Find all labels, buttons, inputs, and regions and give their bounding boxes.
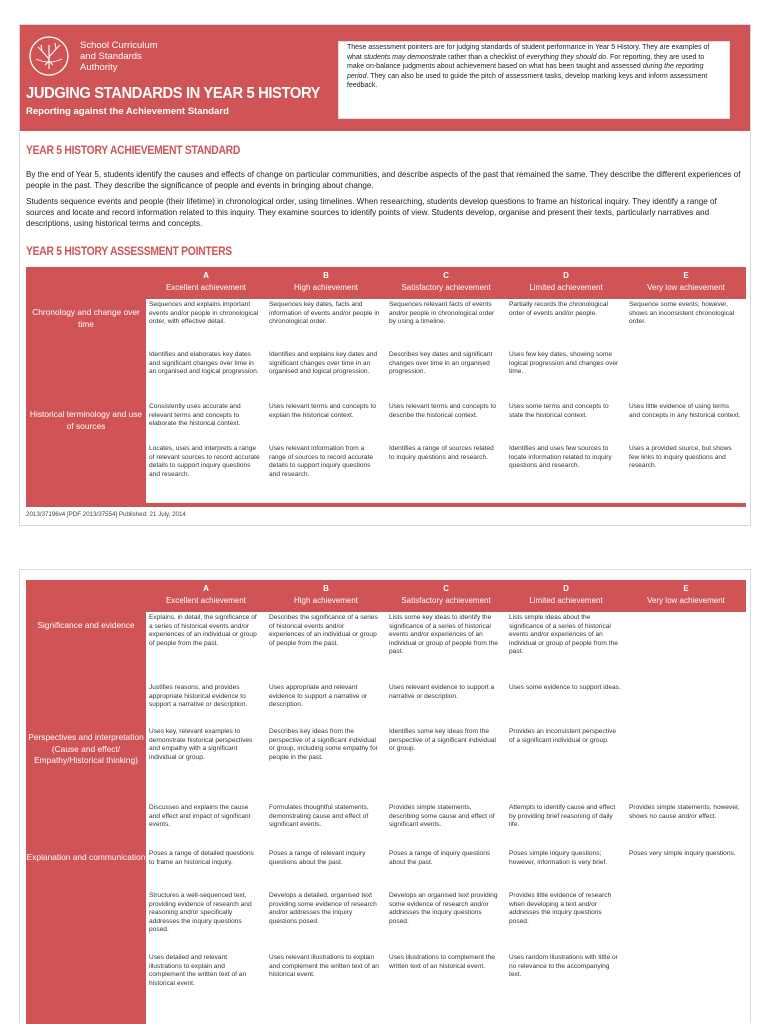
page-one [19, 24, 751, 526]
rubric-cell: Partially records the chronological order of events and/or people. [509, 301, 608, 317]
rubric-cell: Uses relevant terms and concepts to explain the historical context. [269, 403, 377, 419]
assessment-pointers-heading: YEAR 5 HISTORY ASSESSMENT POINTERS [26, 246, 232, 258]
row-label: Chronology and change over time [32, 307, 140, 329]
rubric-cell: Uses a provided source, but shows few links to inquiry questions and research. [629, 445, 732, 470]
rubric-cell: Uses relevant evidence to support a narrative or description. [389, 684, 495, 700]
rubric-cell: Poses a range of inquiry questions about the past. [389, 850, 491, 866]
rubric-cell: Poses a range of detailed questions to frame an historical inquiry. [149, 850, 254, 866]
rubric-cell: Uses random illustrations with little or no relevance to the accompanying text. [509, 954, 618, 979]
column-letter: B [323, 271, 329, 280]
column-letter: A [203, 584, 209, 593]
rubric-cell: Locates, uses and interprets a range of relevant sources to record accurate details to support inquiry questions and research. [149, 445, 260, 478]
rubric-cell: Sequences and explains important events and/or people in chronological order, with effective detail. [149, 301, 259, 326]
intro-text: rather than a checklist of [446, 53, 527, 61]
org-line: School Curriculum [80, 40, 158, 51]
rubric-table [26, 267, 746, 507]
column-name: Satisfactory achievement [401, 283, 491, 292]
rubric-cell: Uses some terms and concepts to state the historical context. [509, 403, 609, 419]
column-header [146, 267, 266, 297]
rubric-cell: Uses detailed and relevant illustrations to explain and complement the written text of an historical event. [149, 954, 247, 987]
column-letter: E [683, 584, 689, 593]
rubric-cell: Uses relevant illustrations to explain and complement the written text of an historical event. [269, 954, 379, 979]
intro-note [338, 41, 730, 119]
rubric-cell: Provides little evidence of research when developing a text and/or addresses the inquiry questions posed. [509, 892, 612, 925]
page-title: JUDGING STANDARDS IN YEAR 5 HISTORY [26, 85, 321, 102]
rubric-cell: Discusses and explains the cause and effect and impact of significant events. [149, 804, 251, 829]
rubric-cell: Identifies some key ideas from the perspective of a significant individual or group. [389, 728, 497, 753]
achievement-standard-heading: YEAR 5 HISTORY ACHIEVEMENT STANDARD [26, 145, 241, 157]
column-header [266, 580, 386, 610]
rubric-cell: Sequence some events; however, shows an inconsistent chronological order. [629, 301, 735, 326]
column-header [386, 580, 506, 610]
column-letter: A [203, 271, 209, 280]
intro-emphasis: students may demonstrate [363, 53, 447, 61]
column-letter: C [443, 271, 449, 280]
rubric-cell: Sequences key dates, facts and information of events and/or people in chronological order. [269, 301, 380, 326]
rubric-cell: Attempts to identify cause and effect by providing brief reasoning of daily life. [509, 804, 616, 829]
column-name: Satisfactory achievement [401, 596, 491, 605]
rubric-cell: Identifies and explains key dates and significant changes over time in an organised and logical progression. [269, 351, 378, 376]
rubric-cell: Provides an inconsistent perspective of a significant individual or group. [509, 728, 617, 744]
rubric-cell: Uses some evidence to support ideas. [509, 684, 621, 691]
column-letter: B [323, 584, 329, 593]
rubric-cell: Poses very simple inquiry questions. [629, 850, 736, 857]
column-name: Excellent achievement [165, 596, 247, 605]
rubric-table [26, 580, 746, 1024]
rubric-cell: Identifies and elaborates key dates and significant changes over time in an organised and logical progression. [149, 351, 259, 376]
intro-emphasis: everything they should do [526, 53, 607, 61]
rubric-cell: Provides simple statements, describing some cause and effect of significant events. [389, 804, 495, 829]
rubric-cell: Describes the significance of a series of historical events and/or experiences of an individual or group of people from the past. [269, 614, 378, 647]
column-header [266, 267, 386, 297]
column-letter: D [563, 584, 569, 593]
rubric-cell: Uses relevant information from a range of sources to record accurate details to support inquiry questions and research. [269, 445, 374, 478]
column-name: High achievement [293, 283, 359, 292]
rubric-cell: Explains, in detail, the significance of a series of historical events and/or experiences of an individual or group of people from the past. [149, 614, 257, 647]
rubric-cell: Poses simple inquiry questions; however, information is very brief. [509, 850, 608, 866]
intro-emphasis: during the reporting period [347, 63, 704, 80]
rubric-cell: Sequences relevant facts of events and/or people in chronological order by using a timeline. [389, 301, 495, 326]
document-reference: 2013/37196v4 [PDF 2013/37554] Published: 21 July, 2014 [26, 511, 186, 518]
column-name: Limited achievement [529, 283, 603, 292]
row-label: Perspectives and interpretation (Cause and effect/ Empathy/Historical thinking) [28, 732, 144, 765]
column-header [626, 267, 746, 297]
page-subtitle: Reporting against the Achievement Standard [26, 106, 229, 117]
column-letter: E [683, 271, 689, 280]
page-two [19, 569, 751, 1023]
column-header [506, 267, 626, 297]
rubric-cell: Poses a range of relevant inquiry questions about the past. [269, 850, 366, 866]
column-name: High achievement [293, 596, 359, 605]
organisation-name [80, 40, 158, 73]
header-band [20, 25, 750, 131]
intro-text: . For reporting, they are used to make on-balance judgments about achievement based on what has been taught and assessed [347, 53, 705, 71]
column-letter: C [443, 584, 449, 593]
achievement-standard-paragraph: By the end of Year 5, students identify the causes and effects of change on particular communities, and describe aspects of the past that remained the same. They describe the different experiences of people in the past. They describe the significance of people and events in bringing about change. [26, 170, 741, 190]
rubric-cell: Formulates thoughtful statements, demonstrating cause and effect of significant events. [269, 804, 369, 829]
rubric-cell: Uses few key dates, showing some logical progression and changes over time. [509, 351, 619, 376]
rubric-cell: Justifies reasons, and provides appropriate historical evidence to support a narrative or description. [149, 684, 248, 709]
rubric-cell: Lists simple ideas about the significance of a series of historical events and/or experiences of an individual or group of people from the past. [509, 614, 618, 656]
rubric-cell: Identifies and uses few sources to locate information related to inquiry questions and research. [509, 445, 612, 470]
rubric-cell: Lists some key ideas to identify the significance of a series of historical events and/or experiences of an individual or group of people from the past. [389, 614, 498, 656]
row-label: Historical terminology and use of sources [29, 409, 143, 431]
row-label: Explanation and communication [26, 852, 146, 862]
row-label: Significance and evidence [37, 620, 135, 630]
column-name: Excellent achievement [165, 283, 247, 292]
column-header [386, 267, 506, 297]
rubric-cell: Uses illustrations to complement the written text of an historical event. [389, 954, 495, 970]
rubric-cell: Structures a well-sequenced text, providing evidence of research and reasoning and/or specifically addresses the inquiry questions posed. [149, 892, 252, 934]
column-letter: D [563, 271, 569, 280]
rubric-cell: Uses key, relevant examples to demonstrate historical perspectives and empathy with a significant individual or group. [149, 728, 253, 761]
rubric-cell: Provides simple statements; however, shows no cause and/or effect. [629, 804, 740, 820]
rubric-cell: Identifies a range of sources related to inquiry questions and research. [389, 445, 494, 461]
rubric-cell: Describes key ideas from the perspective of a significant individual or group, including some empathy for people in the past. [269, 728, 378, 761]
intro-text: These assessment pointers are for judging standards of student performance in Year 5 History. They are examples of what [347, 44, 710, 61]
column-header [146, 580, 266, 610]
rubric-cell: Consistently uses accurate and relevant terms and concepts to elaborate the historical context. [149, 403, 241, 428]
column-name: Very low achievement [647, 283, 725, 292]
column-name: Limited achievement [529, 596, 603, 605]
scsa-logo-icon [28, 35, 70, 77]
rubric-cell: Develops an organised text providing some evidence of research and/or addresses the inquiry questions posed. [389, 892, 498, 925]
column-name: Very low achievement [647, 596, 725, 605]
org-line: and Standards [80, 51, 142, 62]
intro-text: . They can also be used to guide the pitch of assessment tasks, develop marking keys and inform assessment feedback. [347, 72, 708, 90]
rubric-cell: Develops a detailed, organised text providing some evidence of research and/or addresses the inquiry questions posed. [269, 892, 377, 925]
rubric-cell: Describes key dates and significant changes over time in an organised progression. [389, 351, 493, 376]
achievement-standard-paragraph: Students sequence events and people (their lifetime) in chronological order, using timelines. When researching, students develop questions to frame an historical inquiry. They identify a range of sources and locate and record information related to this inquiry. They examine sources to identify points of view. Students develop, organise and present their texts, particularly narratives and descriptions, using historical terms and concepts. [26, 197, 717, 228]
rubric-cell: Uses appropriate and relevant evidence to support a narrative or description. [269, 684, 368, 709]
column-header [506, 580, 626, 610]
rubric-cell: Uses relevant terms and concepts to describe the historical context. [389, 403, 497, 419]
org-line: Authority [80, 62, 118, 73]
rubric-cell: Uses little evidence of using terms and concepts in any historical context. [629, 403, 741, 419]
column-header [626, 580, 746, 610]
